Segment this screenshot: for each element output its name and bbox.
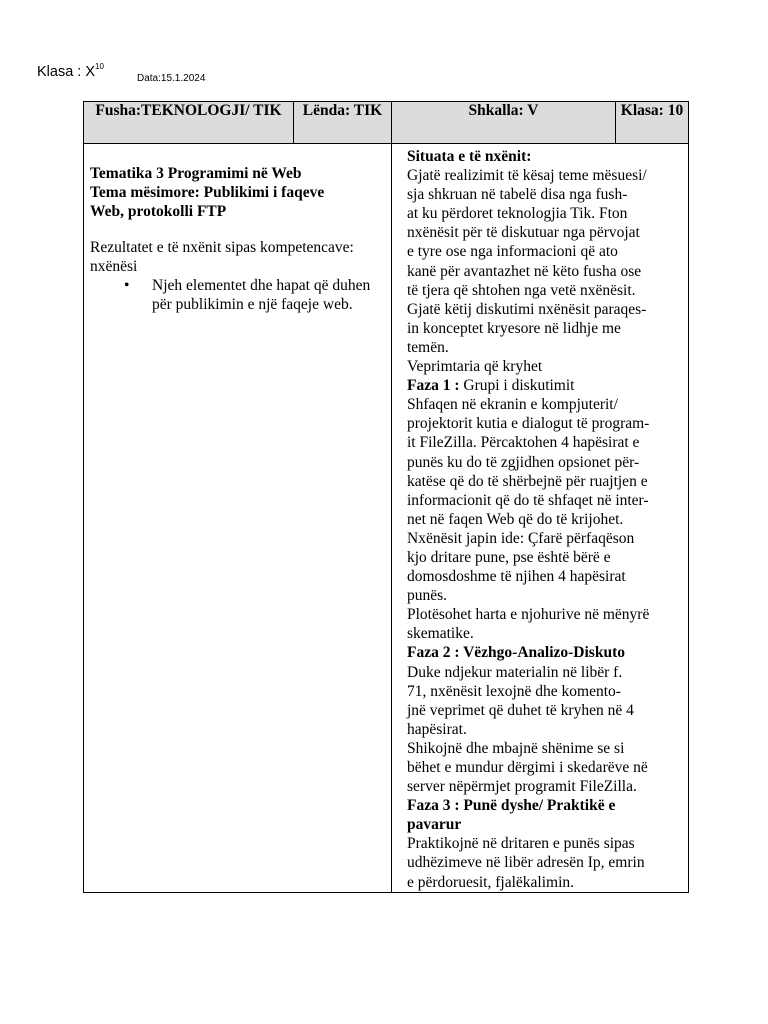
text-line — [407, 453, 682, 472]
line-text: sja shkruan në tabelë disa nga fush- — [407, 186, 628, 204]
line-text: Gjatë këtij diskutimi nxënësit paraqes- — [407, 300, 647, 318]
lesson-plan-table — [83, 101, 689, 893]
text-line — [407, 624, 682, 643]
text-line — [407, 834, 682, 853]
text-line — [407, 815, 682, 834]
line-text: e përdoruesit, fjalëkalimin. — [407, 873, 574, 891]
line-text: kjo dritare pune, pse është bërë e — [407, 548, 611, 566]
text-line — [407, 605, 682, 624]
text-line — [407, 720, 682, 739]
text-line — [407, 643, 682, 662]
line-text: Shikojnë dhe mbajnë shënime se si — [407, 739, 625, 757]
outcome-text: Njeh elementet dhe hapat që duhen për publikimin e një faqeje web. — [152, 277, 371, 313]
text-line — [407, 376, 682, 395]
text-line — [407, 873, 682, 892]
line-text: temën. — [407, 338, 449, 356]
line-text: të tjera që shtohen nga vetë nxënësit. — [407, 281, 636, 299]
text-line — [407, 510, 682, 529]
learning-situation-text — [407, 147, 682, 892]
line-text: hapësirat. — [407, 720, 467, 738]
text-line — [407, 777, 682, 796]
text-line — [407, 433, 682, 452]
field-cell: Fusha:TEKNOLOGJI/ TIK — [84, 102, 294, 144]
text-line — [407, 701, 682, 720]
line-text: server nëpërmjet programit FileZilla. — [407, 778, 637, 796]
text-line — [407, 281, 682, 300]
text-line — [407, 338, 682, 357]
subject-cell: Lënda: TIK — [294, 102, 392, 144]
text-line — [407, 166, 682, 185]
line-text: pavarur — [407, 816, 462, 834]
text-line — [407, 319, 682, 338]
text-line — [407, 395, 682, 414]
line-text: udhëzimeve në libër adresën Ip, emrin — [407, 854, 645, 872]
line-text: skematike. — [407, 625, 474, 643]
text-line — [407, 472, 682, 491]
outcomes-list — [90, 276, 385, 314]
text-line — [407, 529, 682, 548]
line-text: Shfaqen në ekranin e kompjuterit/ — [407, 396, 618, 414]
line-text: kanë për avantazhet në këto fusha ose — [407, 262, 642, 280]
line-text: punës ku do të zgjidhen opsionet për- — [407, 453, 640, 471]
text-line — [407, 548, 682, 567]
line-text: bëhet e mundur dërgimi i skedarëve në — [407, 759, 648, 776]
line-text: domosdoshme të njihen 4 hapësirat — [407, 568, 626, 586]
line-text: Duke ndjekur materialin në libër f. — [407, 663, 623, 681]
topic-cell — [84, 144, 392, 893]
line-text: in konceptet kryesore në lidhje me — [407, 319, 621, 337]
class-superscript: 10 — [95, 62, 104, 71]
text-line — [407, 586, 682, 605]
line-text: Faza 3 : Punë dyshe/ Praktikë e — [407, 797, 616, 815]
line-text: jnë veprimet që duhet të kryhen në 4 — [407, 701, 634, 719]
text-line — [407, 223, 682, 242]
class-label: Klasa : $X^{10}$ — [37, 62, 104, 80]
table-body-row — [84, 144, 689, 893]
text-line — [407, 185, 682, 204]
text-line — [407, 682, 682, 701]
line-text: Faza 2 : Vëzhgo-Analizo-Diskuto — [407, 644, 625, 662]
level-cell: Shkalla: V — [392, 102, 616, 144]
line-text: informacionit që do të shfaqet në inter- — [407, 491, 649, 509]
line-text: Situata e të nxënit: — [407, 148, 532, 165]
text-line — [407, 491, 682, 510]
thematic-title: Tematika 3 Programimi në Web — [90, 165, 302, 182]
line-text: Praktikojnë në dritaren e punës sipas — [407, 835, 635, 853]
text-line — [407, 147, 682, 166]
bullet-icon: • — [124, 277, 130, 294]
line-text: Veprimtaria që kryhet — [407, 358, 543, 376]
line-text: e tyre ose nga informacioni që ato — [407, 243, 618, 261]
line-text: Plotësohet harta e njohurive në mënyrë — [407, 606, 650, 624]
line-text: net në faqen Web që do të krijohet. — [407, 510, 624, 528]
lesson-topic-line2: Web, protokolli FTP — [90, 203, 227, 220]
list-item — [90, 276, 385, 314]
line-text: it FileZilla. Përcaktohen 4 hapësirat e — [407, 434, 640, 452]
line-text: punës. — [407, 587, 448, 605]
text-line — [407, 242, 682, 261]
text-line — [407, 357, 682, 376]
lesson-topic-line1: Tema mësimore: Publikimi i faqeve — [90, 184, 325, 201]
text-line — [407, 796, 682, 815]
text-line — [407, 739, 682, 758]
text-line — [407, 758, 682, 777]
text-line — [407, 663, 682, 682]
learning-outcomes-line1: Rezultatet e të nxënit sipas kompetencave: — [90, 239, 354, 256]
text-line — [407, 300, 682, 319]
line-text: projektorit kutia e dialogut të program- — [407, 415, 650, 433]
line-text: Gjatë realizimit të kësaj teme mësuesi/ — [407, 167, 647, 185]
date-label: Data:15.1.2024 — [137, 73, 206, 84]
phase-label: Faza 1 : — [407, 377, 460, 395]
line-text: nxënësit për të diskutuar nga përvojat — [407, 224, 640, 242]
grade-cell: Klasa: 10 — [616, 102, 689, 144]
line-text: at ku përdoret teknologjia Tik. Fton — [407, 205, 628, 223]
line-text: 71, nxënësit lexojnë dhe komento- — [407, 682, 621, 700]
text-line — [407, 853, 682, 872]
line-text: katëse që do të shërbejnë për ruajtjen e — [407, 472, 648, 490]
text-line — [407, 204, 682, 223]
text-line — [407, 262, 682, 281]
line-text: Grupi i diskutimit — [459, 377, 575, 395]
text-line — [407, 414, 682, 433]
table-header-row — [84, 102, 689, 144]
learning-outcomes-line2: nxënësi — [90, 258, 138, 275]
learning-situation-cell — [392, 144, 689, 893]
document-header — [37, 62, 206, 84]
line-text: Nxënësit japin ide: Çfarë përfaqëson — [407, 529, 635, 547]
text-line — [407, 567, 682, 586]
